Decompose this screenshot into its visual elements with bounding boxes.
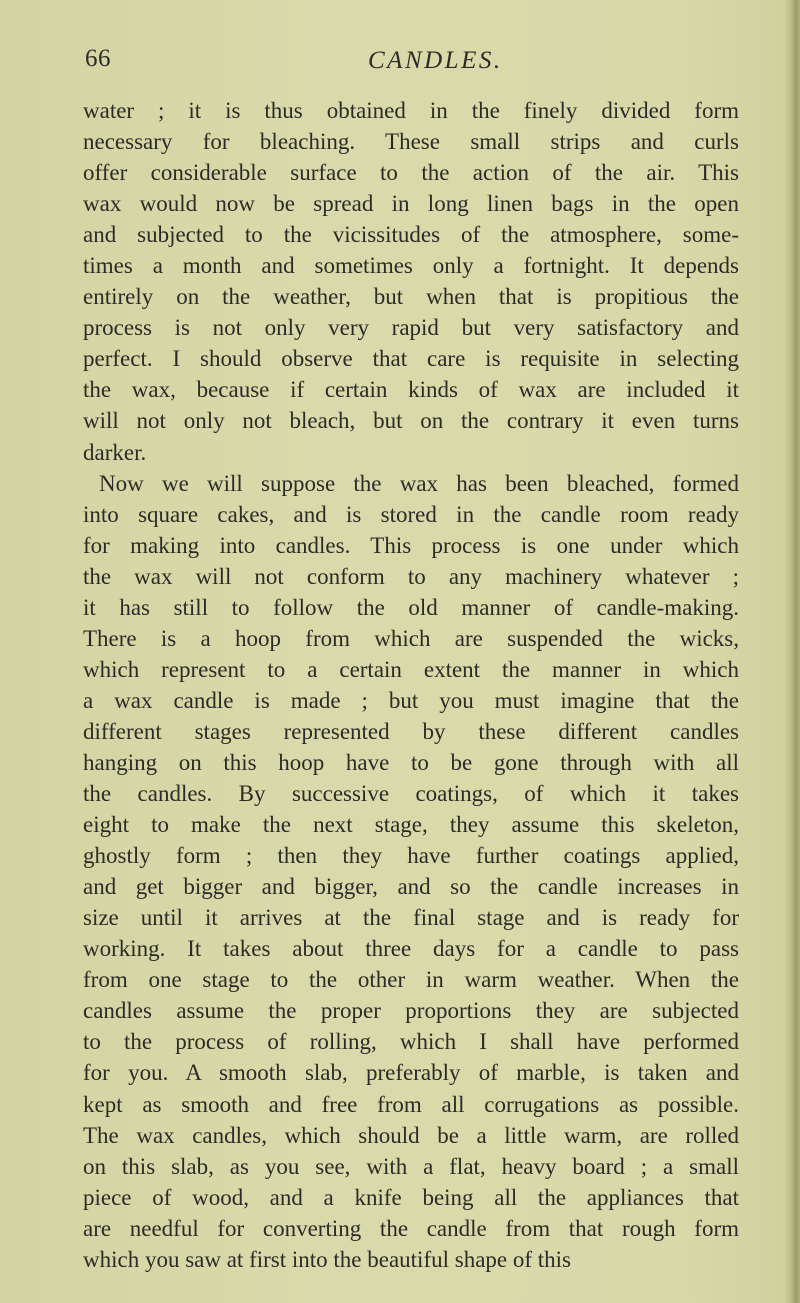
text-line: for making into candles. This process is one under which [83,532,739,558]
text-line: are needful for converting the candle from that rough form [83,1215,739,1241]
text-line: on this slab, as you see, with a flat, heavy board ; a small [83,1153,739,1179]
text-line: perfect. I should observe that care is requisite in selecting [83,346,739,372]
text-line: which you saw at first into the beautiful shape of this [83,1246,572,1272]
text-line: candles assume the proper proportions they are subjected [83,998,739,1024]
page-header [85,43,725,83]
page-number: 66 [85,45,111,72]
text-line: size until it arrives at the final stage and is ready for [83,905,739,931]
text-line: ghostly form ; then they have further coatings applied, [83,843,739,869]
text-line: from one stage to the other in warm weather. When the [83,967,739,993]
text-line: and subjected to the vicissitudes of the atmosphere, some- [83,222,739,248]
text-line: the wax, because if certain kinds of wax are included it [83,377,739,403]
text-line: kept as smooth and free from all corrugations as possible. [83,1091,739,1117]
text-line: hanging on this hoop have to be gone through with all [83,749,739,775]
text-line: entirely on the weather, but when that is propitious the [83,284,739,310]
paragraph-end-line: darker. [83,439,147,465]
text-line: and get bigger and bigger, and so the candle increases in [83,874,739,900]
text-line: to the process of rolling, which I shall have performed [83,1029,739,1055]
text-line: which represent to a certain extent the manner in which [83,656,739,682]
text-line: it has still to follow the old manner of candle-making. [83,594,739,620]
text-line: will not only not bleach, but on the contrary it even turns [83,408,739,434]
text-line: necessary for bleaching. These small strips and curls [83,129,739,155]
text-line: into square cakes, and is stored in the candle room ready [83,501,739,527]
text-line: The wax candles, which should be a little warm, are rolled [83,1122,739,1148]
text-line: process is not only very rapid but very satisfactory and [83,315,739,341]
text-line: eight to make the next stage, they assume this skeleton, [83,812,739,838]
text-line: water ; it is thus obtained in the finely divided form [83,98,739,123]
text-line: the wax will not conform to any machinery whatever ; [83,563,739,589]
text-line: for you. A smooth slab, preferably of marble, is taken and [83,1060,739,1086]
paragraph-start-line: Now we will suppose the wax has been bleached, formed [99,470,739,496]
running-title: CANDLES. [368,47,503,74]
text-line: a wax candle is made ; but you must imagine that the [83,687,739,713]
text-line: the candles. By successive coatings, of which it takes [83,781,739,807]
text-line: There is a hoop from which are suspended the wicks, [83,625,739,651]
body-text [83,95,739,1275]
text-line: different stages represented by these different candles [83,718,739,744]
text-line: wax would now be spread in long linen bags in the open [83,191,739,217]
text-line: working. It takes about three days for a candle to pass [83,936,739,962]
text-line: times a month and sometimes only a fortnight. It depends [83,253,739,279]
text-line: piece of wood, and a knife being all the appliances that [83,1184,739,1210]
text-line: offer considerable surface to the action of the air. This [83,160,739,186]
page-edge-shadow [784,0,800,1303]
